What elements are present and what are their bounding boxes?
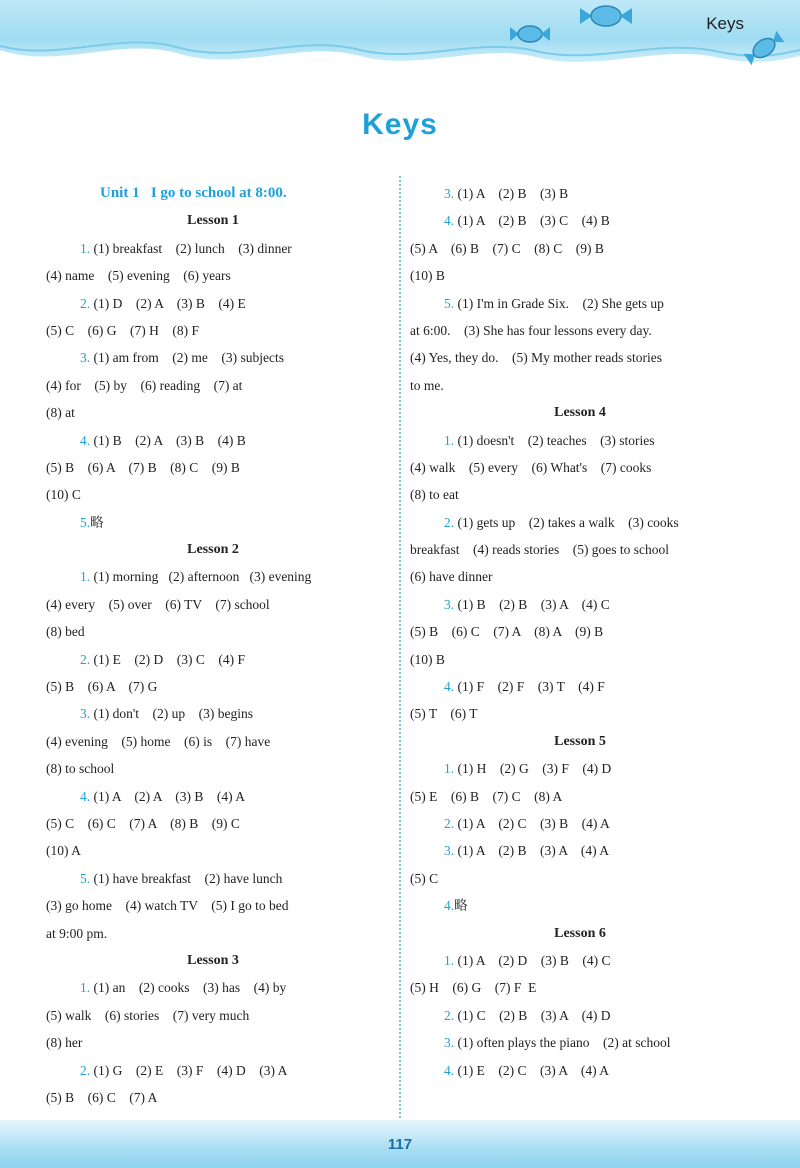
- answer-continuation: (6) have dinner: [410, 569, 493, 585]
- answer-continuation: (4) Yes, they do. (5) My mother reads stories: [410, 350, 662, 366]
- answer-item: [410, 1057, 750, 1084]
- answer-item: [410, 591, 750, 618]
- answer-continuation: (4) walk (5) every (6) What's (7) cooks: [410, 459, 652, 475]
- question-number: 2.: [444, 815, 455, 831]
- column-divider: [399, 176, 401, 1146]
- answer-text: (1) A (2) B (3) A (4) A: [454, 843, 609, 859]
- left-column: [46, 180, 380, 1111]
- answer-text: (1) A (2) B (3) B: [454, 186, 569, 201]
- answer-item: [46, 646, 380, 673]
- answer-item: [46, 290, 380, 317]
- answer-text: 略: [454, 898, 468, 914]
- answer-continuation: (5) A (6) B (7) C (8) C (9) B: [410, 240, 604, 256]
- unit-title: Unit 1 I go to school at 8:00.: [100, 185, 287, 201]
- question-number: 5.: [80, 514, 91, 530]
- answer-text: (1) E (2) D (3) C (4) F: [90, 651, 245, 667]
- answer-item: [410, 180, 750, 207]
- question-number: 3.: [80, 706, 91, 722]
- question-number: 4.: [444, 898, 455, 914]
- answer-text: (1) an (2) cooks (3) has (4) by: [90, 980, 287, 996]
- question-number: 3.: [444, 1035, 455, 1051]
- answer-item: [46, 563, 380, 590]
- answer-text: (1) A (2) A (3) B (4) A: [90, 788, 245, 804]
- question-number: 1.: [80, 569, 91, 585]
- answer-continuation: (5) B (6) A (7) G: [46, 679, 158, 695]
- answer-item: [410, 1002, 750, 1029]
- answer-continuation: (8) to school: [46, 761, 115, 777]
- answer-text: (1) often plays the piano (2) at school: [454, 1035, 671, 1051]
- question-number: 3.: [80, 350, 91, 366]
- answer-item: [46, 235, 380, 262]
- lesson-heading: Lesson 1: [187, 213, 239, 229]
- answer-item: [46, 344, 380, 371]
- answer-continuation: (4) evening (5) home (6) is (7) have: [46, 733, 271, 749]
- answer-item: [46, 700, 380, 727]
- question-number: 2.: [80, 295, 91, 311]
- answer-continuation: at 9:00 pm.: [46, 925, 108, 941]
- answer-continuation: (5) E (6) B (7) C (8) A: [410, 788, 563, 804]
- answer-continuation: (4) every (5) over (6) TV (7) school: [46, 596, 270, 612]
- answer-text: (1) D (2) A (3) B (4) E: [90, 295, 246, 311]
- answer-item: [46, 783, 380, 810]
- answer-text: (1) A (2) C (3) B (4) A: [454, 815, 610, 831]
- answer-continuation: (8) her: [46, 1035, 83, 1051]
- answer-continuation: (5) walk (6) stories (7) very much: [46, 1007, 250, 1023]
- answer-continuation: (5) B (6) C (7) A (8) A (9) B: [410, 624, 604, 640]
- answer-item: [410, 1029, 750, 1056]
- answer-item: [46, 1057, 380, 1084]
- question-number: 4.: [444, 213, 455, 229]
- answer-continuation: (5) C (6) C (7) A (8) B (9) C: [46, 815, 240, 831]
- answer-text: (1) don't (2) up (3) begins: [90, 706, 254, 722]
- answer-continuation: (10) B: [410, 268, 445, 284]
- answer-text: (1) A (2) B (3) C (4) B: [454, 213, 610, 229]
- answer-item: [410, 673, 750, 700]
- answer-item: [410, 810, 750, 837]
- answer-item: [410, 947, 750, 974]
- question-number: 2.: [444, 1007, 455, 1023]
- lesson-heading: Lesson 5: [554, 733, 606, 749]
- answer-continuation: breakfast (4) reads stories (5) goes to school: [410, 542, 670, 558]
- question-number: 1.: [444, 952, 455, 968]
- answer-continuation: to me.: [410, 377, 444, 393]
- answer-continuation: (5) B (6) A (7) B (8) C (9) B: [46, 459, 240, 475]
- answer-continuation: (5) H (6) G (7) F E: [410, 980, 537, 996]
- question-number: 1.: [444, 761, 455, 777]
- answer-text: (1) C (2) B (3) A (4) D: [454, 1007, 611, 1023]
- answer-continuation: at 6:00. (3) She has four lessons every day.: [410, 322, 652, 338]
- answer-continuation: (10) A: [46, 843, 81, 859]
- question-number: 4.: [444, 679, 455, 695]
- question-number: 3.: [444, 596, 455, 612]
- answer-item: [46, 427, 380, 454]
- question-number: 1.: [80, 240, 91, 256]
- answer-continuation: (8) bed: [46, 624, 85, 640]
- answer-item: [46, 509, 380, 536]
- answer-text: (1) B (2) A (3) B (4) B: [90, 432, 246, 448]
- question-number: 1.: [80, 980, 91, 996]
- lesson-heading: Lesson 3: [187, 952, 239, 968]
- question-number: 4.: [80, 788, 91, 804]
- answer-continuation: (10) B: [410, 651, 445, 667]
- question-number: 1.: [444, 432, 455, 448]
- answer-item: [410, 509, 750, 536]
- answer-continuation: (10) C: [46, 487, 81, 503]
- answer-continuation: (5) T (6) T: [410, 706, 478, 722]
- question-number: 2.: [80, 1062, 91, 1078]
- answer-continuation: (8) at: [46, 405, 75, 421]
- answer-item: [46, 974, 380, 1001]
- answer-continuation: (3) go home (4) watch TV (5) I go to bed: [46, 898, 289, 914]
- header-label: Keys: [706, 14, 744, 33]
- answer-continuation: (4) name (5) evening (6) years: [46, 268, 231, 284]
- right-column: [410, 180, 750, 1084]
- answer-item: [410, 427, 750, 454]
- answer-text: (1) breakfast (2) lunch (3) dinner: [90, 240, 292, 256]
- answer-continuation: (5) C (6) G (7) H (8) F: [46, 322, 199, 338]
- answer-continuation: (5) B (6) C (7) A: [46, 1089, 158, 1105]
- answer-text: (1) have breakfast (2) have lunch: [90, 870, 283, 886]
- answer-text: (1) am from (2) me (3) subjects: [90, 350, 284, 366]
- answer-item: [410, 207, 750, 234]
- question-number: 5.: [80, 870, 91, 886]
- answer-text: (1) F (2) F (3) T (4) F: [454, 679, 605, 695]
- header-band: [0, 0, 800, 70]
- answer-continuation: (8) to eat: [410, 487, 459, 503]
- question-number: 5.: [444, 295, 455, 311]
- page-title: Keys: [362, 108, 438, 141]
- answer-text: (1) I'm in Grade Six. (2) She gets up: [454, 295, 664, 311]
- answer-text: (1) E (2) C (3) A (4) A: [454, 1062, 609, 1078]
- question-number: 2.: [444, 514, 455, 530]
- answer-text: (1) A (2) D (3) B (4) C: [454, 952, 611, 968]
- answer-item: [410, 290, 750, 317]
- answer-continuation: (4) for (5) by (6) reading (7) at: [46, 377, 243, 393]
- question-number: 3.: [444, 186, 455, 201]
- answer-text: (1) morning (2) afternoon (3) evening: [90, 569, 312, 585]
- lesson-heading: Lesson 4: [554, 405, 606, 421]
- answer-text: 略: [90, 514, 104, 530]
- answer-item: [410, 755, 750, 782]
- question-number: 3.: [444, 843, 455, 859]
- answer-text: (1) gets up (2) takes a walk (3) cooks: [454, 514, 679, 530]
- answer-item: [410, 892, 750, 919]
- question-number: 4.: [444, 1062, 455, 1078]
- answer-item: [46, 865, 380, 892]
- answer-text: (1) B (2) B (3) A (4) C: [454, 596, 610, 612]
- answer-item: [410, 837, 750, 864]
- lesson-heading: Lesson 2: [187, 542, 239, 558]
- lesson-heading: Lesson 6: [554, 925, 606, 941]
- answer-text: (1) G (2) E (3) F (4) D (3) A: [90, 1062, 288, 1078]
- question-number: 4.: [80, 432, 91, 448]
- page-number: 117: [387, 1136, 413, 1153]
- question-number: 2.: [80, 651, 91, 667]
- answer-continuation: (5) C: [410, 870, 439, 886]
- wave-decoration: [0, 0, 800, 70]
- answer-text: (1) doesn't (2) teaches (3) stories: [454, 432, 655, 448]
- answer-text: (1) H (2) G (3) F (4) D: [454, 761, 612, 777]
